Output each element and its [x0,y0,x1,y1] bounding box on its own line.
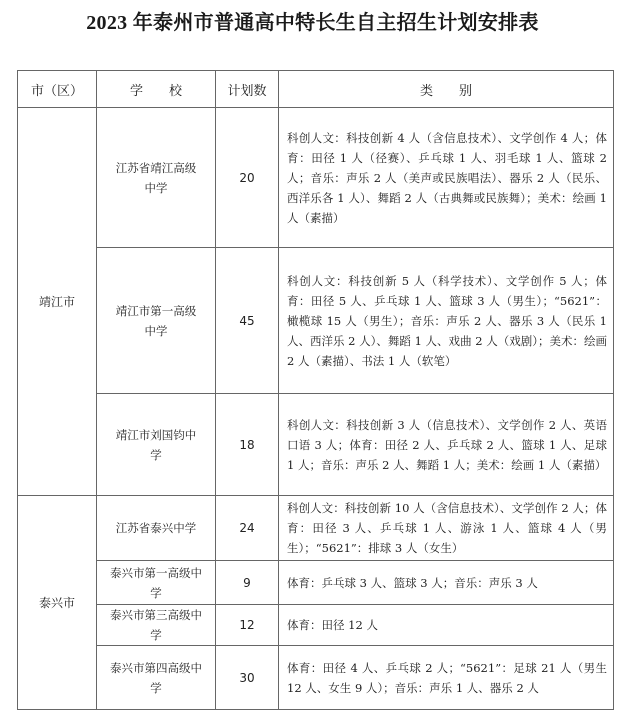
header-city: 市（区） [18,71,97,108]
category-cell: 科创人文：科技创新 3 人（信息技术）、文学创作 2 人、英语口语 3 人；体育：田径 2 人、乒乓球 2 人、篮球 1 人、足球 1 人；音乐：声乐 2 人、舞蹈 1 人；美术：绘画 1 人（素描） [279,394,614,496]
page-title: 2023 年泰州市普通高中特长生自主招生计划安排表 [86,12,539,34]
header-category: 类 别 [279,71,614,108]
table-row [18,496,614,561]
school-cell [97,646,216,710]
city-cell: 靖江市 [18,108,97,496]
table-header-row [18,71,614,108]
school-cell [97,248,216,394]
table-row [18,248,614,394]
category-cell: 科创人文：科技创新 10 人（含信息技术）、文学创作 2 人；体育：田径 3 人、乒乓球 1 人、游泳 1 人、篮球 4 人（男生）；“5621”：排球 3 人（女生） [279,496,614,561]
school-name: 泰兴市第三高级中学 [110,608,202,642]
school-cell [97,605,216,646]
school-name: 靖江市刘国钧中学 [115,427,197,462]
table-row [18,394,614,496]
school-cell [97,496,216,561]
school-name: 泰兴市第四高级中学 [110,660,202,695]
plan-cell: 24 [216,496,279,561]
school-cell [97,108,216,248]
plan-cell: 12 [216,605,279,646]
school-name: 泰兴市第一高级中学 [110,565,202,600]
category-cell: 体育：田径 12 人 [279,605,614,646]
table-row [18,646,614,710]
school-cell [97,561,216,605]
school-name: 江苏省靖江高级中学 [115,160,197,195]
enrollment-plan-table [17,70,614,710]
category-cell: 科创人文：科技创新 5 人（科学技术）、文学创作 5 人；体育：田径 5 人、乒乓球 1 人、篮球 3 人（男生）；“5621”：橄榄球 15 人（男生）；音乐：声乐 2 人、器乐 3 人（民乐 1 人、西洋乐 2 人）、舞蹈 1 人、戏曲 2 人（戏剧）；美术：绘画 2 人（素描）、书法 1 人（软笔） [279,248,614,394]
school-cell [97,394,216,496]
plan-cell: 45 [216,248,279,394]
plan-cell: 20 [216,108,279,248]
header-school: 学 校 [97,71,216,108]
table-row [18,605,614,646]
table-row [18,108,614,248]
plan-cell: 9 [216,561,279,605]
plan-cell: 30 [216,646,279,710]
plan-cell: 18 [216,394,279,496]
city-cell: 泰兴市 [18,496,97,710]
school-name: 江苏省泰兴中学 [115,521,197,535]
table-row [18,561,614,605]
header-plan: 计划数 [216,71,279,108]
category-cell: 体育：田径 4 人、乒乓球 2 人；“5621”：足球 21 人（男生 12 人、女生 9 人）；音乐：声乐 1 人、器乐 2 人 [279,646,614,710]
school-name: 靖江市第一高级中学 [115,303,197,338]
category-cell: 科创人文：科技创新 4 人（含信息技术）、文学创作 4 人；体育：田径 1 人（径赛）、乒乓球 1 人、羽毛球 1 人、篮球 2 人；音乐：声乐 2 人（美声或民族唱法）、器乐 2 人（民乐、西洋乐各 1 人）、舞蹈 2 人（古典舞或民族舞）；美术：绘画 1 人（素描） [279,108,614,248]
category-cell: 体育：乒乓球 3 人、篮球 3 人；音乐：声乐 3 人 [279,561,614,605]
